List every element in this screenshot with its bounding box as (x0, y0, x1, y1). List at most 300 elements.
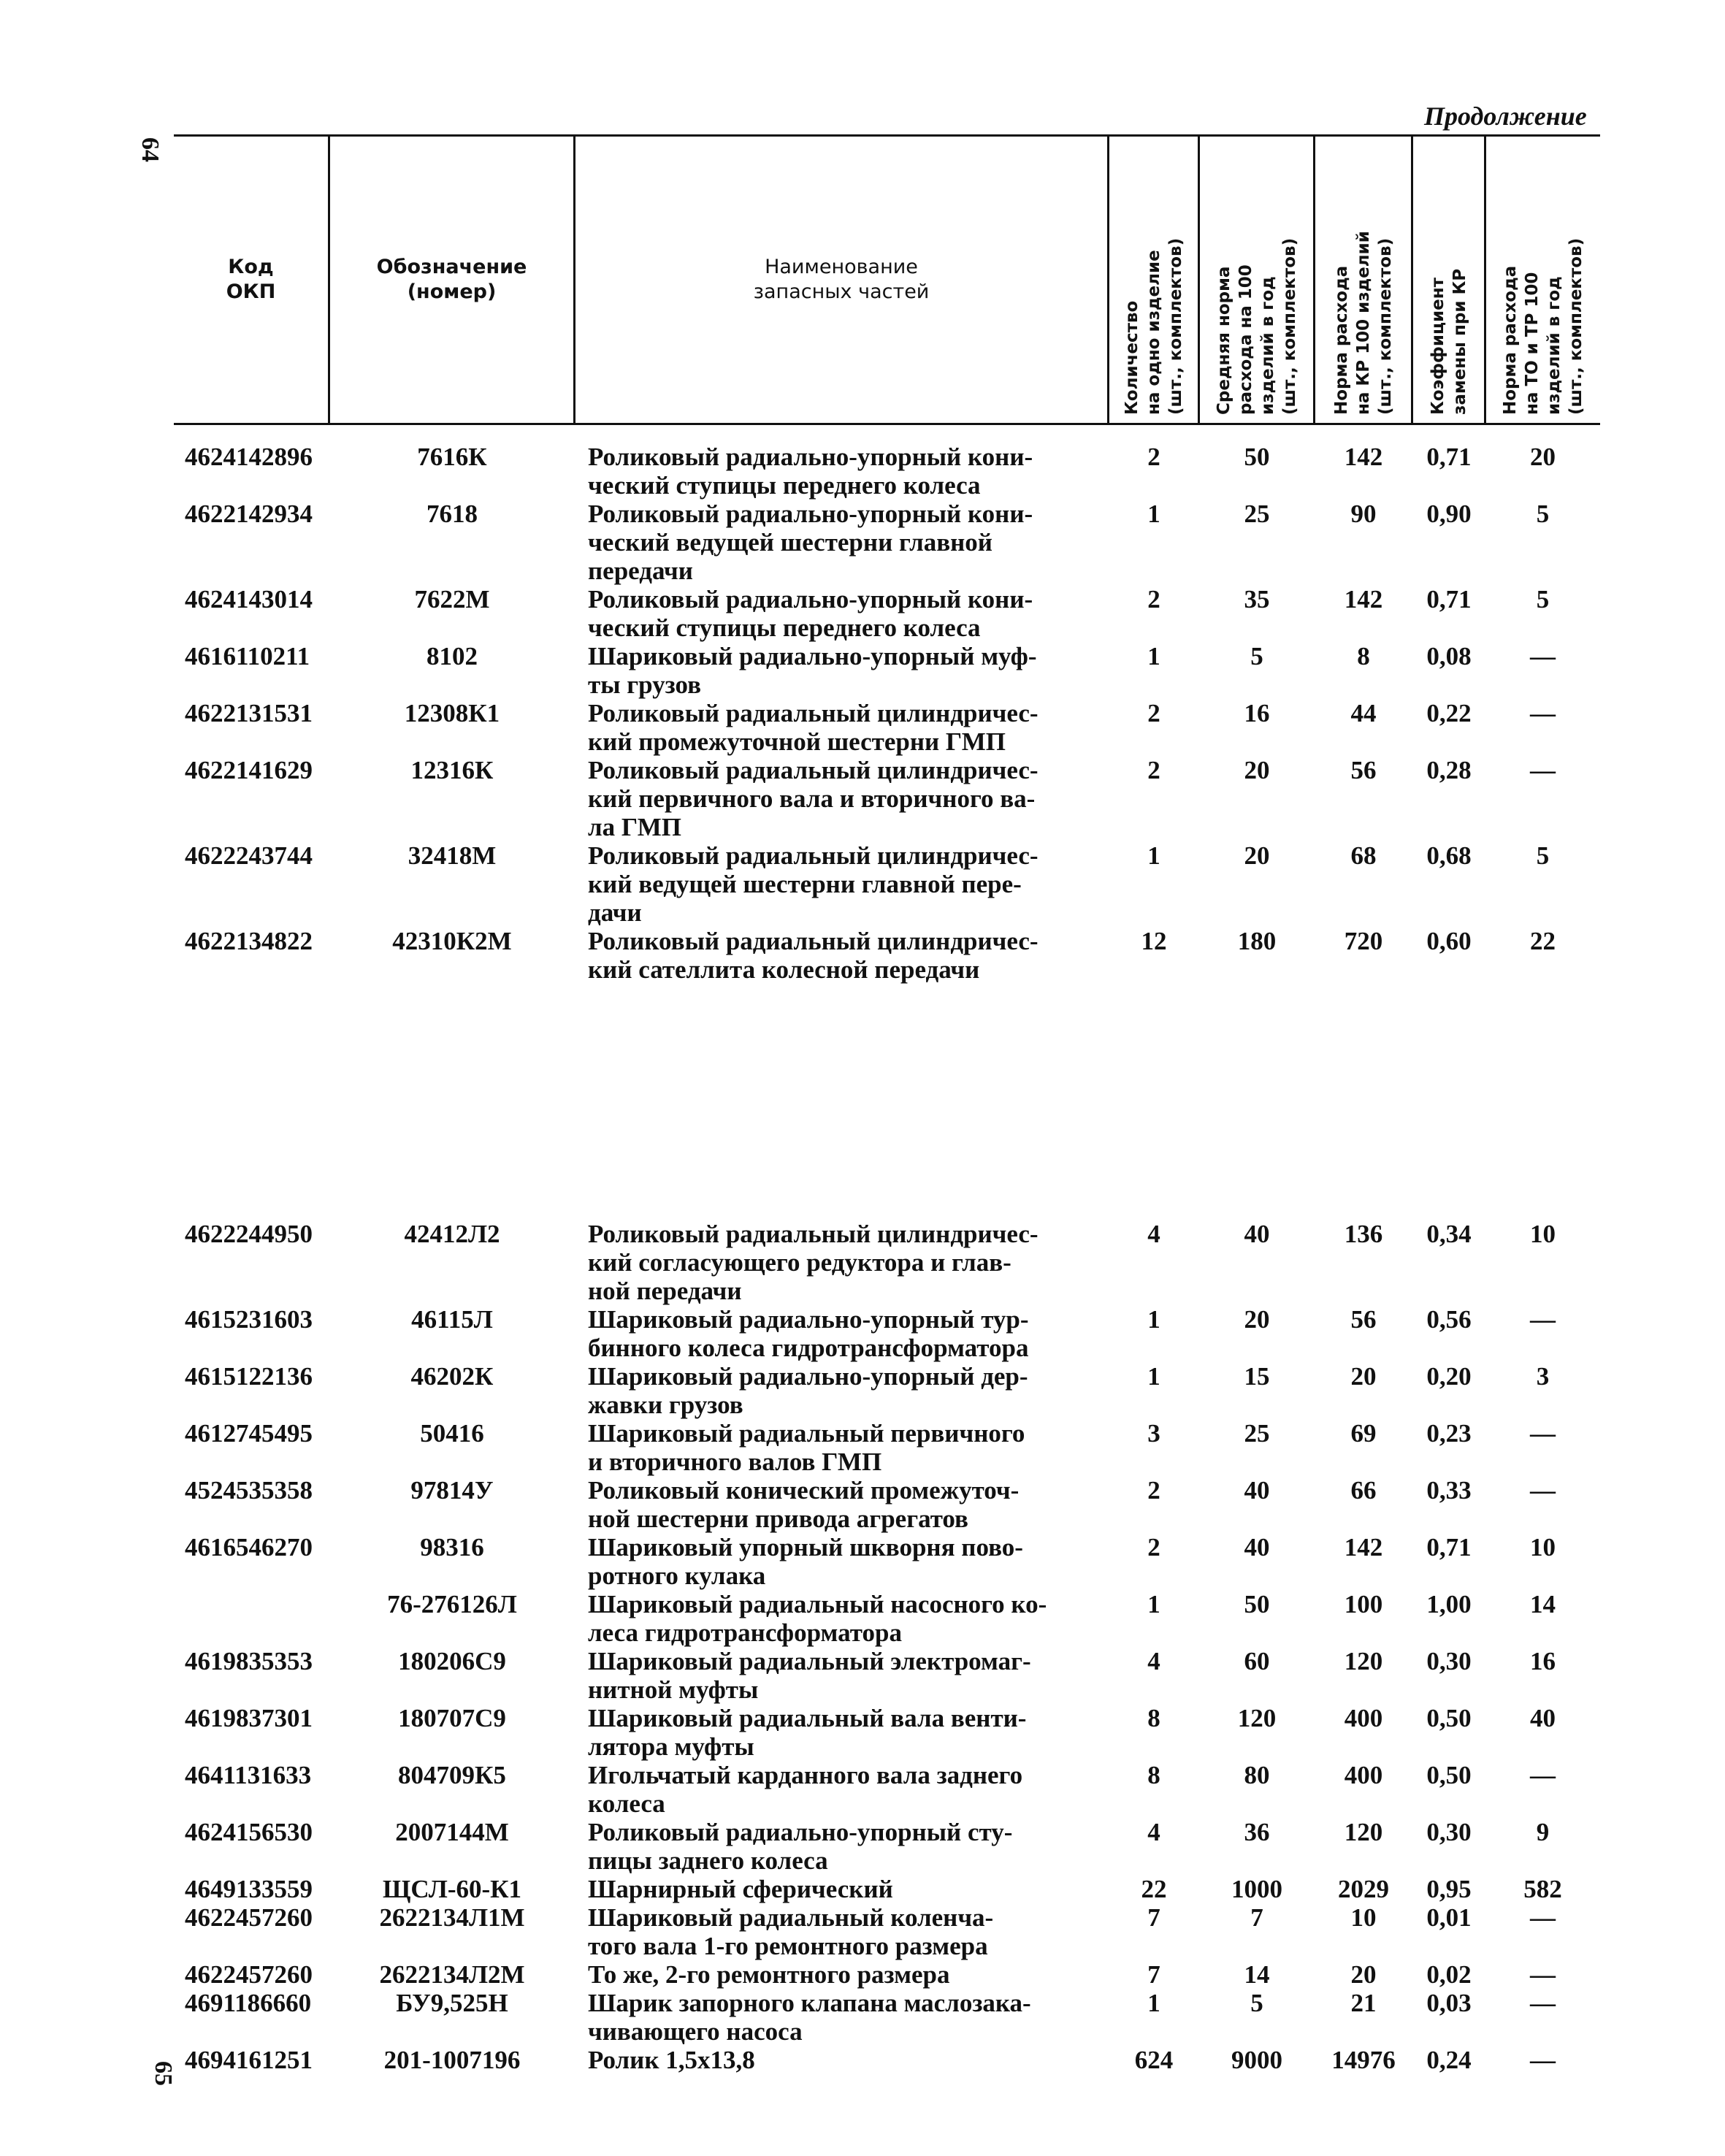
to-tr-norm: 22 (1530, 927, 1556, 955)
header-line: на ТО и ТР 100 (1523, 272, 1542, 415)
table-row (174, 2046, 1600, 2074)
part-name-line: ческий ступицы переднего колеса (588, 613, 981, 642)
part-name (575, 1533, 1109, 1590)
avg-norm: 60 (1244, 1647, 1270, 1675)
part-name-line: ты грузов (588, 670, 702, 699)
qty-per-item: 1 (1147, 1989, 1160, 2017)
to-tr-norm: — (1530, 756, 1556, 784)
part-name-line: ческий ступицы переднего колеса (588, 471, 981, 500)
kr-norm: 100 (1344, 1590, 1383, 1618)
kr-norm: 120 (1344, 1818, 1383, 1846)
to-tr-norm: 20 (1530, 443, 1556, 471)
designation: 7618 (427, 500, 478, 528)
table-row (174, 927, 1600, 984)
header-line: на одно изделие (1144, 250, 1163, 415)
to-tr-norm: 582 (1523, 1875, 1562, 1903)
part-name-line: Роликовый радиальный цилиндричес- (588, 1220, 1039, 1248)
replacement-coef: 0,01 (1426, 1903, 1472, 1932)
qty-per-item: 4 (1147, 1818, 1160, 1846)
to-tr-norm: — (1530, 699, 1556, 727)
header-line: (шт., комплектов) (1280, 237, 1299, 415)
to-tr-norm: — (1530, 1761, 1556, 1789)
designation: 46202К (410, 1362, 494, 1391)
kr-norm: 14976 (1331, 2046, 1396, 2074)
header-kr-norm (1315, 135, 1411, 424)
part-name-line: Роликовый радиальный цилиндричес- (588, 841, 1039, 870)
kr-norm: 8 (1357, 642, 1370, 670)
part-name-line: Роликовый конический промежуточ- (588, 1476, 1020, 1505)
part-name (575, 1647, 1109, 1704)
part-name-line: Шариковый радиальный электромаг- (588, 1647, 1031, 1675)
part-name-line: пицы заднего колеса (588, 1846, 828, 1875)
part-name (575, 841, 1109, 927)
avg-norm: 20 (1244, 841, 1270, 870)
part-name-line: кий сателлита колесной передачи (588, 955, 980, 984)
okp-code: 4694161251 (185, 2046, 313, 2074)
part-name-line: Шариковый радиальный вала венти- (588, 1704, 1027, 1732)
okp-code: 4649133559 (185, 1875, 313, 1903)
to-tr-norm: — (1530, 1476, 1556, 1505)
qty-per-item: 8 (1147, 1704, 1160, 1732)
kr-norm: 120 (1344, 1647, 1383, 1675)
designation: 201-1007196 (383, 2046, 521, 2074)
replacement-coef: 0,60 (1426, 927, 1472, 955)
part-name-line: Шариковый упорный шкворня пово- (588, 1533, 1023, 1561)
avg-norm: 5 (1250, 1989, 1263, 2017)
header-to-tr-norm (1486, 135, 1600, 424)
part-name (575, 585, 1109, 642)
to-tr-norm: 10 (1530, 1533, 1556, 1561)
designation: 2007144М (395, 1818, 509, 1846)
part-name (575, 1362, 1109, 1419)
replacement-coef: 0,33 (1426, 1476, 1472, 1505)
okp-code: 4622142934 (185, 500, 313, 528)
qty-per-item: 624 (1134, 2046, 1174, 2074)
to-tr-norm: — (1530, 1960, 1556, 1989)
part-name-line: Роликовый радиально-упорный кони- (588, 443, 1033, 471)
replacement-coef: 0,20 (1426, 1362, 1472, 1391)
avg-norm: 14 (1244, 1960, 1270, 1989)
kr-norm: 400 (1344, 1704, 1383, 1732)
kr-norm: 21 (1350, 1989, 1377, 2017)
to-tr-norm: 5 (1536, 500, 1550, 528)
replacement-coef: 0,23 (1426, 1419, 1472, 1448)
okp-code: 4524535358 (185, 1476, 313, 1505)
table-row (174, 1818, 1600, 1875)
replacement-coef: 1,00 (1426, 1590, 1472, 1618)
table-row (174, 1704, 1600, 1761)
header-line: Наименование (765, 256, 918, 278)
part-name-line: того вала 1-го ремонтного размера (588, 1932, 988, 1960)
table-row (174, 1875, 1600, 1903)
header-avg-norm (1200, 135, 1313, 424)
qty-per-item: 12 (1141, 927, 1167, 955)
part-name (575, 1903, 1109, 1960)
okp-code (174, 1590, 329, 1647)
avg-norm: 16 (1244, 699, 1270, 727)
qty-per-item: 2 (1147, 1476, 1160, 1505)
kr-norm: 2029 (1338, 1875, 1389, 1903)
replacement-coef: 0,95 (1426, 1875, 1472, 1903)
okp-code: 4622457260 (185, 1903, 313, 1932)
to-tr-norm: 9 (1536, 1818, 1550, 1846)
part-name-line: передачи (588, 557, 693, 585)
designation: 97814У (410, 1476, 494, 1505)
designation: 50416 (420, 1419, 484, 1448)
okp-code: 4622244950 (185, 1220, 313, 1248)
replacement-coef: 0,34 (1426, 1220, 1472, 1248)
okp-code: 4624143014 (185, 585, 313, 613)
qty-per-item: 22 (1141, 1875, 1167, 1903)
kr-norm: 56 (1350, 756, 1377, 784)
part-name (575, 927, 1109, 984)
designation: БУ9,525Н (396, 1989, 508, 2017)
replacement-coef: 0,28 (1426, 756, 1472, 784)
okp-code: 4616546270 (185, 1533, 313, 1561)
to-tr-norm: 10 (1530, 1220, 1556, 1248)
okp-code: 4622141629 (185, 756, 313, 784)
header-line: Количество (1122, 300, 1141, 415)
table-row (174, 1220, 1600, 1305)
part-name (575, 1704, 1109, 1761)
section-gap (174, 984, 1600, 1220)
replacement-coef: 0,50 (1426, 1761, 1472, 1789)
avg-norm: 35 (1244, 585, 1270, 613)
designation: 42412Л2 (404, 1220, 500, 1248)
part-name (575, 699, 1109, 756)
kr-norm: 66 (1350, 1476, 1377, 1505)
qty-per-item: 4 (1147, 1220, 1160, 1248)
avg-norm: 120 (1237, 1704, 1277, 1732)
part-name (575, 500, 1109, 585)
qty-per-item: 3 (1147, 1419, 1160, 1448)
kr-norm: 69 (1350, 1419, 1377, 1448)
kr-norm: 10 (1350, 1903, 1377, 1932)
designation: 2622134Л2М (379, 1960, 525, 1989)
designation: 32418М (408, 841, 497, 870)
to-tr-norm: 5 (1536, 841, 1550, 870)
avg-norm: 50 (1244, 1590, 1270, 1618)
header-qty (1109, 135, 1198, 424)
table-row (174, 756, 1600, 841)
okp-code: 4619837301 (185, 1704, 313, 1732)
okp-code: 4622131531 (185, 699, 313, 727)
part-name-line: кий согласующего редуктора и глав- (588, 1248, 1011, 1277)
part-name-line: То же, 2-го ремонтного размера (588, 1960, 950, 1989)
okp-code: 4622134822 (185, 927, 313, 955)
avg-norm: 1000 (1231, 1875, 1282, 1903)
header-line: изделий в год (1258, 276, 1277, 415)
part-name-line: лятора муфты (588, 1732, 754, 1761)
to-tr-norm: 40 (1530, 1704, 1556, 1732)
okp-code: 4622243744 (185, 841, 313, 870)
part-name-line: Шариковый радиально-упорный тур- (588, 1305, 1029, 1334)
kr-norm: 142 (1344, 1533, 1383, 1561)
avg-norm: 25 (1244, 500, 1270, 528)
header-coef (1413, 135, 1484, 424)
avg-norm: 80 (1244, 1761, 1270, 1789)
qty-per-item: 2 (1147, 585, 1160, 613)
part-name (575, 1305, 1109, 1362)
page-number-top: 64 (137, 137, 164, 162)
table-row (174, 1647, 1600, 1704)
okp-code: 4691186660 (185, 1989, 312, 2017)
replacement-coef: 0,50 (1426, 1704, 1472, 1732)
qty-per-item: 2 (1147, 1533, 1160, 1561)
header-line: (шт., комплектов) (1166, 237, 1185, 415)
table-row (174, 1989, 1600, 2046)
part-name (575, 2046, 1109, 2074)
table-row (174, 1419, 1600, 1476)
table-row (174, 1362, 1600, 1419)
part-name-line: Шарик запорного клапана маслозака- (588, 1989, 1031, 2017)
okp-code: 4619835353 (185, 1647, 313, 1675)
part-name-line: ла ГМП (588, 813, 681, 841)
part-name-line: ротного кулака (588, 1561, 766, 1590)
header-line: Норма расхода (1501, 265, 1520, 415)
part-name (575, 1875, 1109, 1903)
to-tr-norm: 3 (1536, 1362, 1550, 1391)
to-tr-norm: — (1530, 642, 1556, 670)
replacement-coef: 0,71 (1426, 443, 1472, 471)
part-name (575, 642, 1109, 699)
part-name (575, 1590, 1109, 1647)
replacement-coef: 0,22 (1426, 699, 1472, 727)
header-line: Коэффициент (1428, 278, 1447, 415)
to-tr-norm: 16 (1530, 1647, 1556, 1675)
replacement-coef: 0,08 (1426, 642, 1472, 670)
avg-norm: 40 (1244, 1476, 1270, 1505)
replacement-coef: 0,30 (1426, 1818, 1472, 1846)
part-name-line: Роликовый радиальный цилиндричес- (588, 927, 1039, 955)
kr-norm: 142 (1344, 443, 1383, 471)
avg-norm: 9000 (1231, 2046, 1282, 2074)
table-row (174, 585, 1600, 642)
designation: 12308К1 (404, 699, 500, 727)
designation: 180206С9 (398, 1647, 506, 1675)
header-line: (шт., комплектов) (1567, 237, 1586, 415)
part-name-line: Роликовый радиально-упорный кони- (588, 585, 1033, 613)
header-line: Код (228, 256, 274, 278)
qty-per-item: 1 (1147, 500, 1160, 528)
table-row (174, 1903, 1600, 1960)
part-name-line: нитной муфты (588, 1675, 759, 1704)
okp-code: 4641131633 (185, 1761, 312, 1789)
kr-norm: 400 (1344, 1761, 1383, 1789)
table-row (174, 1305, 1600, 1362)
kr-norm: 68 (1350, 841, 1377, 870)
kr-norm: 56 (1350, 1305, 1377, 1334)
avg-norm: 7 (1250, 1903, 1263, 1932)
qty-per-item: 2 (1147, 699, 1160, 727)
designation: 180707С9 (398, 1704, 506, 1732)
header-line: ОКП (226, 280, 276, 303)
designation: 46115Л (411, 1305, 493, 1334)
header-line: запасных частей (753, 280, 930, 303)
part-name-line: жавки грузов (588, 1391, 743, 1419)
kr-norm: 142 (1344, 585, 1383, 613)
table-row (174, 443, 1600, 500)
table-row (174, 1476, 1600, 1533)
to-tr-norm: — (1530, 1989, 1556, 2017)
designation: 12316К (410, 756, 494, 784)
header-name (575, 135, 1107, 424)
to-tr-norm: 14 (1530, 1590, 1556, 1618)
replacement-coef: 0,71 (1426, 585, 1472, 613)
header-line: (шт., комплектов) (1375, 237, 1395, 415)
okp-code: 4615122136 (185, 1362, 313, 1391)
page-number-bottom: 65 (150, 2061, 177, 2086)
part-name (575, 1989, 1109, 2046)
part-name (575, 1818, 1109, 1875)
header-line: изделий в год (1545, 276, 1564, 415)
part-name (575, 1960, 1109, 1989)
part-name-line: Роликовый радиально-упорный кони- (588, 500, 1033, 528)
qty-per-item: 1 (1147, 1590, 1160, 1618)
qty-per-item: 2 (1147, 443, 1160, 471)
designation: 8102 (427, 642, 478, 670)
part-name (575, 443, 1109, 500)
table-body (174, 443, 1600, 2074)
part-name-line: колеса (588, 1789, 665, 1818)
header-line: замены при КР (1450, 268, 1469, 415)
part-name-line: Шарнирный сферический (588, 1875, 893, 1903)
okp-code: 4624142896 (185, 443, 313, 471)
part-name-line: чивающего насоса (588, 2017, 803, 2046)
okp-code: 4622457260 (185, 1960, 313, 1989)
qty-per-item: 1 (1147, 1362, 1160, 1391)
qty-per-item: 7 (1147, 1903, 1160, 1932)
part-name-line: Игольчатый карданного вала заднего (588, 1761, 1023, 1789)
part-name-line: Роликовый радиально-упорный сту- (588, 1818, 1013, 1846)
kr-norm: 44 (1350, 699, 1377, 727)
replacement-coef: 0,02 (1426, 1960, 1472, 1989)
avg-norm: 50 (1244, 443, 1270, 471)
header-designation (330, 135, 573, 424)
qty-per-item: 7 (1147, 1960, 1160, 1989)
avg-norm: 20 (1244, 756, 1270, 784)
avg-norm: 25 (1244, 1419, 1270, 1448)
qty-per-item: 4 (1147, 1647, 1160, 1675)
part-name-line: Роликовый радиальный цилиндричес- (588, 756, 1039, 784)
part-name-line: Шариковый радиальный коленча- (588, 1903, 994, 1932)
table-row (174, 500, 1600, 585)
to-tr-norm: — (1530, 1903, 1556, 1932)
kr-norm: 720 (1344, 927, 1383, 955)
part-name-line: кий первичного вала и вторичного ва- (588, 784, 1036, 813)
designation: ЩСЛ-60-К1 (382, 1875, 522, 1903)
avg-norm: 36 (1244, 1818, 1270, 1846)
table-row (174, 642, 1600, 699)
part-name-line: кий промежуточной шестерни ГМП (588, 727, 1006, 756)
table-row (174, 1761, 1600, 1818)
qty-per-item: 1 (1147, 841, 1160, 870)
replacement-coef: 0,90 (1426, 500, 1472, 528)
avg-norm: 40 (1244, 1533, 1270, 1561)
part-name-line: Шариковый радиальный первичного (588, 1419, 1025, 1448)
avg-norm: 15 (1244, 1362, 1270, 1391)
replacement-coef: 0,03 (1426, 1989, 1472, 2017)
to-tr-norm: 5 (1536, 585, 1550, 613)
designation: 2622134Л1М (379, 1903, 525, 1932)
part-name (575, 1761, 1109, 1818)
kr-norm: 136 (1344, 1220, 1383, 1248)
part-name-line: ческий ведущей шестерни главной (588, 528, 992, 557)
table-row (174, 1590, 1600, 1647)
part-name-line: бинного колеса гидротрансформатора (588, 1334, 1029, 1362)
avg-norm: 5 (1250, 642, 1263, 670)
okp-code: 4612745495 (185, 1419, 313, 1448)
header-line: Обозначение (376, 256, 527, 278)
part-name-line: кий ведущей шестерни главной пере- (588, 870, 1022, 898)
part-name-line: Шариковый радиально-упорный дер- (588, 1362, 1028, 1391)
designation: 804709К5 (398, 1761, 506, 1789)
part-name-line: леса гидротрансформатора (588, 1618, 902, 1647)
part-name-line: Шариковый радиально-упорный муф- (588, 642, 1037, 670)
okp-code: 4624156530 (185, 1818, 313, 1846)
avg-norm: 40 (1244, 1220, 1270, 1248)
replacement-coef: 0,30 (1426, 1647, 1472, 1675)
kr-norm: 90 (1350, 500, 1377, 528)
okp-code: 4616110211 (185, 642, 310, 670)
part-name-line: Шариковый радиальный насосного ко- (588, 1590, 1047, 1618)
part-name (575, 756, 1109, 841)
replacement-coef: 0,68 (1426, 841, 1472, 870)
part-name (575, 1476, 1109, 1533)
table-row (174, 699, 1600, 756)
qty-per-item: 1 (1147, 1305, 1160, 1334)
designation: 7616К (417, 443, 487, 471)
replacement-coef: 0,71 (1426, 1533, 1472, 1561)
designation: 76-276126Л (387, 1590, 517, 1618)
kr-norm: 20 (1350, 1960, 1377, 1989)
to-tr-norm: — (1530, 2046, 1556, 2074)
qty-per-item: 1 (1147, 642, 1160, 670)
to-tr-norm: — (1530, 1419, 1556, 1448)
header-line: Средняя норма (1214, 266, 1233, 415)
to-tr-norm: — (1530, 1305, 1556, 1334)
part-name-line: и вторичного валов ГМП (588, 1448, 882, 1476)
replacement-coef: 0,24 (1426, 2046, 1472, 2074)
part-name-line: Роликовый радиальный цилиндричес- (588, 699, 1039, 727)
table-row (174, 1533, 1600, 1590)
avg-norm: 20 (1244, 1305, 1270, 1334)
continuation-label: Продолжение (1424, 102, 1587, 131)
part-name-line: ной передачи (588, 1277, 742, 1305)
header-line: на КР 100 изделий (1353, 231, 1373, 415)
qty-per-item: 8 (1147, 1761, 1160, 1789)
part-name-line: Ролик 1,5х13,8 (588, 2046, 755, 2074)
part-name (575, 1419, 1109, 1476)
part-name-line: дачи (588, 898, 642, 927)
header-line: расхода на 100 (1236, 264, 1255, 415)
header-line: (номер) (407, 280, 497, 303)
replacement-coef: 0,56 (1426, 1305, 1472, 1334)
designation: 42310К2М (392, 927, 512, 955)
designation: 7622М (414, 585, 490, 613)
okp-code: 4615231603 (185, 1305, 313, 1334)
avg-norm: 180 (1237, 927, 1277, 955)
header-line: Норма расхода (1331, 265, 1351, 415)
qty-per-item: 2 (1147, 756, 1160, 784)
table-row (174, 841, 1600, 927)
header-code (174, 135, 328, 424)
part-name-line: ной шестерни привода агрегатов (588, 1505, 968, 1533)
kr-norm: 20 (1350, 1362, 1377, 1391)
table-row (174, 1960, 1600, 1989)
designation: 98316 (420, 1533, 484, 1561)
part-name (575, 1220, 1109, 1305)
